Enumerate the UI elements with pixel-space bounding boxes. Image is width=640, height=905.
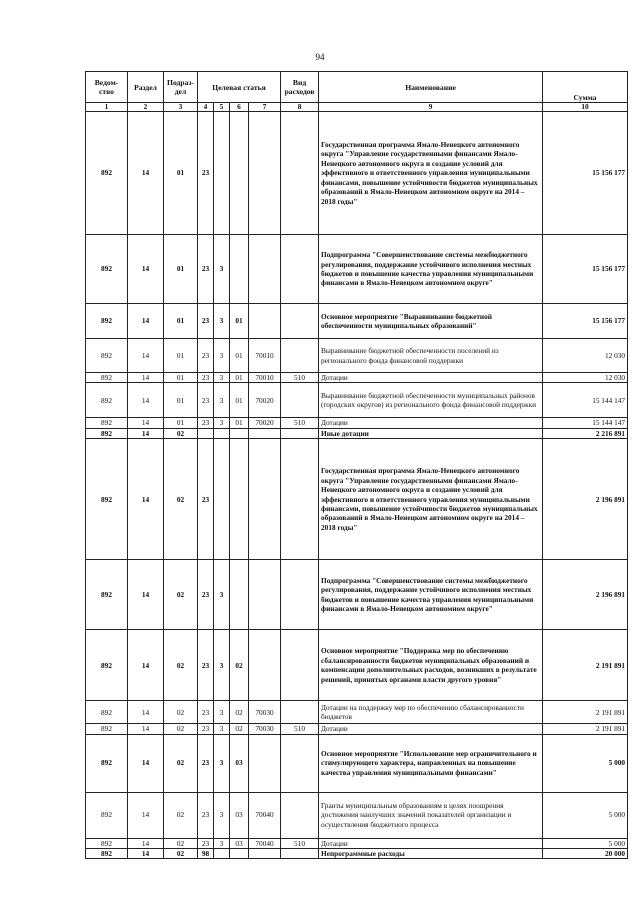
target-part1-cell: 23 <box>198 560 214 630</box>
target-part3-cell: 03 <box>230 838 249 848</box>
table-row <box>86 112 628 235</box>
sum-cell: 2 191 891 <box>543 701 628 724</box>
target-part1-cell: 23 <box>198 373 214 383</box>
target-part3-cell: 03 <box>230 734 249 792</box>
column-number: 1 <box>86 103 128 112</box>
dept-cell: 892 <box>86 112 128 235</box>
target-part1-cell: 23 <box>198 304 214 339</box>
column-number: 7 <box>249 103 281 112</box>
subsection-cell: 02 <box>164 630 198 701</box>
table-row <box>86 428 628 438</box>
name-cell: Основное мероприятие "Поддержка мер по обеспечению сбалансированности бюджетов муниципальных образований и компенсации дополнительных расходов, возникших в результате решений, принятых органами власти другого уровня" <box>319 630 543 701</box>
name-cell: Выравнивание бюджетной обеспеченности муниципальных районов (городских округов) из регионального фонда финансовой поддержки <box>319 383 543 418</box>
name-cell: Дотации <box>319 373 543 383</box>
expense-type-cell <box>281 428 319 438</box>
column-number: 8 <box>281 103 319 112</box>
target-part4-cell: 70030 <box>249 724 281 734</box>
target-part1-cell <box>198 428 214 438</box>
subsection-cell: 02 <box>164 792 198 838</box>
dept-cell: 892 <box>86 724 128 734</box>
target-part3-cell <box>230 428 249 438</box>
dept-cell: 892 <box>86 428 128 438</box>
target-part3-cell <box>230 560 249 630</box>
target-part3-cell: 02 <box>230 724 249 734</box>
target-part1-cell: 23 <box>198 724 214 734</box>
sum-cell: 5 000 <box>543 792 628 838</box>
target-part1-cell: 23 <box>198 630 214 701</box>
subsection-cell: 01 <box>164 304 198 339</box>
column-number: 4 <box>198 103 214 112</box>
dept-cell: 892 <box>86 339 128 373</box>
dept-cell: 892 <box>86 701 128 724</box>
target-part4-cell <box>249 112 281 235</box>
sum-cell: 15 144 147 <box>543 383 628 418</box>
dept-cell: 892 <box>86 304 128 339</box>
target-part4-cell: 70020 <box>249 383 281 418</box>
column-number: 3 <box>164 103 198 112</box>
target-part2-cell: 3 <box>214 792 230 838</box>
name-cell: Подпрограмма "Совершенствование системы межбюджетного регулирования, поддержание устойчивого исполнения местных бюджетов и повышение качества управления муниципальными финансами в Ямало-Ненецком автономном округе" <box>319 235 543 304</box>
subsection-cell: 02 <box>164 428 198 438</box>
target-part4-cell <box>249 734 281 792</box>
budget-table <box>85 71 628 859</box>
subsection-cell: 01 <box>164 383 198 418</box>
dept-cell: 892 <box>86 630 128 701</box>
section-cell: 14 <box>128 560 164 630</box>
target-part2-cell <box>214 428 230 438</box>
subsection-cell: 01 <box>164 373 198 383</box>
target-part2-cell: 3 <box>214 304 230 339</box>
header-subsection: Подраз-дел <box>164 72 198 103</box>
sum-cell: 5 000 <box>543 838 628 848</box>
table-row <box>86 383 628 418</box>
sum-cell: 2 191 891 <box>543 630 628 701</box>
section-cell: 14 <box>128 792 164 838</box>
column-number: 2 <box>128 103 164 112</box>
dept-cell: 892 <box>86 373 128 383</box>
sum-cell: 20 000 <box>543 849 628 859</box>
table-row <box>86 701 628 724</box>
subsection-cell: 02 <box>164 724 198 734</box>
name-cell: Государственная программа Ямало-Ненецкого автономного округа "Управление государственными финансами Ямало-Ненецкого автономного округа и создание условий для эффективного и ответственного управления муниципальными финансами, повышение устойчивости бюджетов муниципальных образований в Ямало-Ненецком автономном округе на 2014 – 2018 годы" <box>319 439 543 560</box>
target-part3-cell: 01 <box>230 383 249 418</box>
target-part1-cell: 23 <box>198 235 214 304</box>
expense-type-cell <box>281 849 319 859</box>
header-dept: Ведом-ство <box>86 72 128 103</box>
target-part3-cell <box>230 439 249 560</box>
table-row <box>86 373 628 383</box>
subsection-cell: 02 <box>164 734 198 792</box>
section-cell: 14 <box>128 439 164 560</box>
target-part1-cell: 23 <box>198 792 214 838</box>
header-target-article: Целевая статья <box>198 72 281 103</box>
subsection-cell: 02 <box>164 849 198 859</box>
target-part4-cell <box>249 304 281 339</box>
subsection-cell: 02 <box>164 838 198 848</box>
target-part1-cell: 23 <box>198 383 214 418</box>
subsection-cell: 01 <box>164 235 198 304</box>
section-cell: 14 <box>128 418 164 428</box>
target-part3-cell: 01 <box>230 304 249 339</box>
target-part3-cell: 01 <box>230 339 249 373</box>
target-part4-cell <box>249 428 281 438</box>
table-row <box>86 838 628 848</box>
section-cell: 14 <box>128 701 164 724</box>
target-part4-cell: 70040 <box>249 792 281 838</box>
sum-cell: 12 030 <box>543 339 628 373</box>
section-cell: 14 <box>128 373 164 383</box>
dept-cell: 892 <box>86 439 128 560</box>
subsection-cell: 02 <box>164 560 198 630</box>
target-part3-cell <box>230 112 249 235</box>
name-cell: Подпрограмма "Совершенствование системы межбюджетного регулирования, поддержание устойчивого исполнения местных бюджетов и повышение качества управления муниципальными финансами в Ямало-Ненецком автономном округе" <box>319 560 543 630</box>
subsection-cell: 02 <box>164 701 198 724</box>
target-part4-cell: 70020 <box>249 418 281 428</box>
target-part2-cell <box>214 439 230 560</box>
table-row <box>86 560 628 630</box>
expense-type-cell <box>281 630 319 701</box>
target-part2-cell <box>214 849 230 859</box>
dept-cell: 892 <box>86 734 128 792</box>
table-row <box>86 724 628 734</box>
target-part2-cell: 3 <box>214 339 230 373</box>
table-header-row <box>86 72 628 103</box>
target-part2-cell: 3 <box>214 734 230 792</box>
target-part1-cell: 23 <box>198 418 214 428</box>
expense-type-cell <box>281 734 319 792</box>
expense-type-cell <box>281 304 319 339</box>
target-part2-cell: 3 <box>214 235 230 304</box>
header-expense-type: Вид расходов <box>281 72 319 103</box>
expense-type-cell <box>281 439 319 560</box>
target-part3-cell: 01 <box>230 373 249 383</box>
section-cell: 14 <box>128 849 164 859</box>
target-part3-cell: 02 <box>230 630 249 701</box>
expense-type-cell: 510 <box>281 373 319 383</box>
table-row <box>86 630 628 701</box>
dept-cell: 892 <box>86 849 128 859</box>
name-cell: Государственная программа Ямало-Ненецкого автономного округа "Управление государственными финансами Ямало-Ненецкого автономного округа и создание условий для эффективного и ответственного управления муниципальными финансами, повышение устойчивости бюджетов муниципальных образований в Ямало-Ненецком автономном округе на 2014 – 2018 годы" <box>319 112 543 235</box>
sum-cell: 2 216 891 <box>543 428 628 438</box>
table-row <box>86 439 628 560</box>
dept-cell: 892 <box>86 235 128 304</box>
target-part4-cell <box>249 439 281 560</box>
target-part1-cell: 23 <box>198 734 214 792</box>
sum-cell: 15 156 177 <box>543 304 628 339</box>
name-cell: Гранты муниципальным образованиям в целях поощрения достижения наилучших значений показателей организации и осуществления бюджетного процесса <box>319 792 543 838</box>
section-cell: 14 <box>128 838 164 848</box>
target-part1-cell: 23 <box>198 838 214 848</box>
header-name: Наименование <box>319 72 543 103</box>
dept-cell: 892 <box>86 418 128 428</box>
dept-cell: 892 <box>86 383 128 418</box>
expense-type-cell <box>281 560 319 630</box>
dept-cell: 892 <box>86 792 128 838</box>
section-cell: 14 <box>128 383 164 418</box>
target-part4-cell: 70010 <box>249 339 281 373</box>
target-part3-cell: 02 <box>230 701 249 724</box>
target-part1-cell: 23 <box>198 439 214 560</box>
name-cell: Дотации <box>319 418 543 428</box>
name-cell: Дотации <box>319 838 543 848</box>
column-number: 5 <box>214 103 230 112</box>
sum-cell: 12 030 <box>543 373 628 383</box>
table-row <box>86 734 628 792</box>
name-cell: Основное мероприятие "Выравнивание бюджетной обеспеченности муниципальных образований" <box>319 304 543 339</box>
target-part2-cell: 3 <box>214 724 230 734</box>
name-cell: Выравнивание бюджетной обеспеченности поселений из регионального фонда финансовой поддержки <box>319 339 543 373</box>
target-part1-cell: 98 <box>198 849 214 859</box>
expense-type-cell: 510 <box>281 838 319 848</box>
section-cell: 14 <box>128 339 164 373</box>
header-sum: Сумма <box>543 72 628 103</box>
target-part1-cell: 23 <box>198 339 214 373</box>
expense-type-cell: 510 <box>281 418 319 428</box>
target-part3-cell <box>230 235 249 304</box>
expense-type-cell: 510 <box>281 724 319 734</box>
name-cell: Основное мероприятие "Использование мер ограничительного и стимулирующего характера, направленных на повышение качества управления муниципальными финансами" <box>319 734 543 792</box>
sum-cell: 15 156 177 <box>543 235 628 304</box>
name-cell: Непрограммные расходы <box>319 849 543 859</box>
subsection-cell: 01 <box>164 418 198 428</box>
target-part2-cell <box>214 112 230 235</box>
expense-type-cell <box>281 339 319 373</box>
target-part2-cell: 3 <box>214 373 230 383</box>
sum-cell: 2 196 891 <box>543 560 628 630</box>
name-cell: Иные дотации <box>319 428 543 438</box>
table-row <box>86 339 628 373</box>
name-cell: Дотации на поддержку мер по обеспечению сбалансированности бюджетов <box>319 701 543 724</box>
target-part1-cell: 23 <box>198 701 214 724</box>
name-cell: Дотации <box>319 724 543 734</box>
target-part3-cell: 01 <box>230 418 249 428</box>
section-cell: 14 <box>128 734 164 792</box>
target-part4-cell <box>249 560 281 630</box>
column-number: 10 <box>543 103 628 112</box>
target-part3-cell <box>230 849 249 859</box>
header-section: Раздел <box>128 72 164 103</box>
target-part3-cell: 03 <box>230 792 249 838</box>
target-part2-cell: 3 <box>214 418 230 428</box>
target-part4-cell <box>249 849 281 859</box>
section-cell: 14 <box>128 630 164 701</box>
target-part2-cell: 3 <box>214 630 230 701</box>
column-number: 6 <box>230 103 249 112</box>
subsection-cell: 02 <box>164 439 198 560</box>
target-part4-cell <box>249 630 281 701</box>
section-cell: 14 <box>128 235 164 304</box>
sum-cell: 15 156 177 <box>543 112 628 235</box>
target-part4-cell: 70040 <box>249 838 281 848</box>
expense-type-cell <box>281 235 319 304</box>
section-cell: 14 <box>128 304 164 339</box>
target-part2-cell: 3 <box>214 838 230 848</box>
table-row <box>86 235 628 304</box>
target-part1-cell: 23 <box>198 112 214 235</box>
sum-cell: 15 144 147 <box>543 418 628 428</box>
target-part2-cell: 3 <box>214 560 230 630</box>
target-part2-cell: 3 <box>214 701 230 724</box>
target-part4-cell: 70010 <box>249 373 281 383</box>
target-part4-cell <box>249 235 281 304</box>
expense-type-cell <box>281 383 319 418</box>
section-cell: 14 <box>128 112 164 235</box>
column-number-row <box>86 103 628 112</box>
sum-cell: 5 000 <box>543 734 628 792</box>
sum-cell: 2 196 891 <box>543 439 628 560</box>
subsection-cell: 01 <box>164 339 198 373</box>
dept-cell: 892 <box>86 838 128 848</box>
section-cell: 14 <box>128 428 164 438</box>
dept-cell: 892 <box>86 560 128 630</box>
table-row <box>86 418 628 428</box>
table-row <box>86 304 628 339</box>
page-number: 94 <box>315 52 325 62</box>
table-row <box>86 792 628 838</box>
section-cell: 14 <box>128 724 164 734</box>
column-number: 9 <box>319 103 543 112</box>
target-part2-cell: 3 <box>214 383 230 418</box>
table-row <box>86 849 628 859</box>
expense-type-cell <box>281 701 319 724</box>
target-part4-cell: 70030 <box>249 701 281 724</box>
subsection-cell: 01 <box>164 112 198 235</box>
expense-type-cell <box>281 792 319 838</box>
sum-cell: 2 191 891 <box>543 724 628 734</box>
expense-type-cell <box>281 112 319 235</box>
